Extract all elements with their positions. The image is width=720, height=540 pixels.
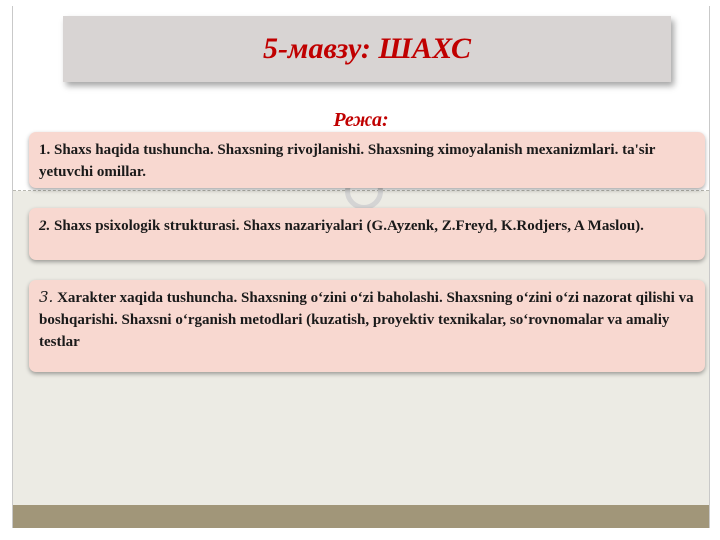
plan-item-text: Shaxs psixologik strukturasi. Shaxs nazariyalari (G.Ayzenk, Z.Freyd, K.Rodjers, A Maslou).: [54, 218, 644, 234]
slide-title: 5-мавзу: ШАХС: [262, 32, 472, 65]
slide-subtitle: Режа:: [333, 109, 389, 131]
plan-item: [29, 280, 705, 372]
plan-item-number: 1.: [39, 142, 51, 158]
title-box: [63, 16, 671, 82]
plan-item-number: 2.: [39, 218, 51, 234]
footer-bar: [13, 505, 709, 528]
plan-item-text: Shaxs haqida tushuncha. Shaxsning rivojlanishi. Shaxsning ximoyalanish mexanizmlari. ta'sir yetuvchi omillar.: [39, 142, 656, 180]
plan-item-number: 3.: [39, 288, 54, 306]
plan-item: [29, 132, 705, 188]
slide: [12, 6, 710, 528]
plan-item: [29, 208, 705, 260]
plan-item-text: Xarakter xaqida tushuncha. Shaxsning o‘zini o‘zi baholashi. Shaxsning o‘zini o‘zi nazorat qilishi va boshqarishi. Shaxsni o‘rganish metodlari (kuzatish, proyektiv texnikalar, so‘rovnomalar va amaliy testlar: [39, 290, 694, 350]
